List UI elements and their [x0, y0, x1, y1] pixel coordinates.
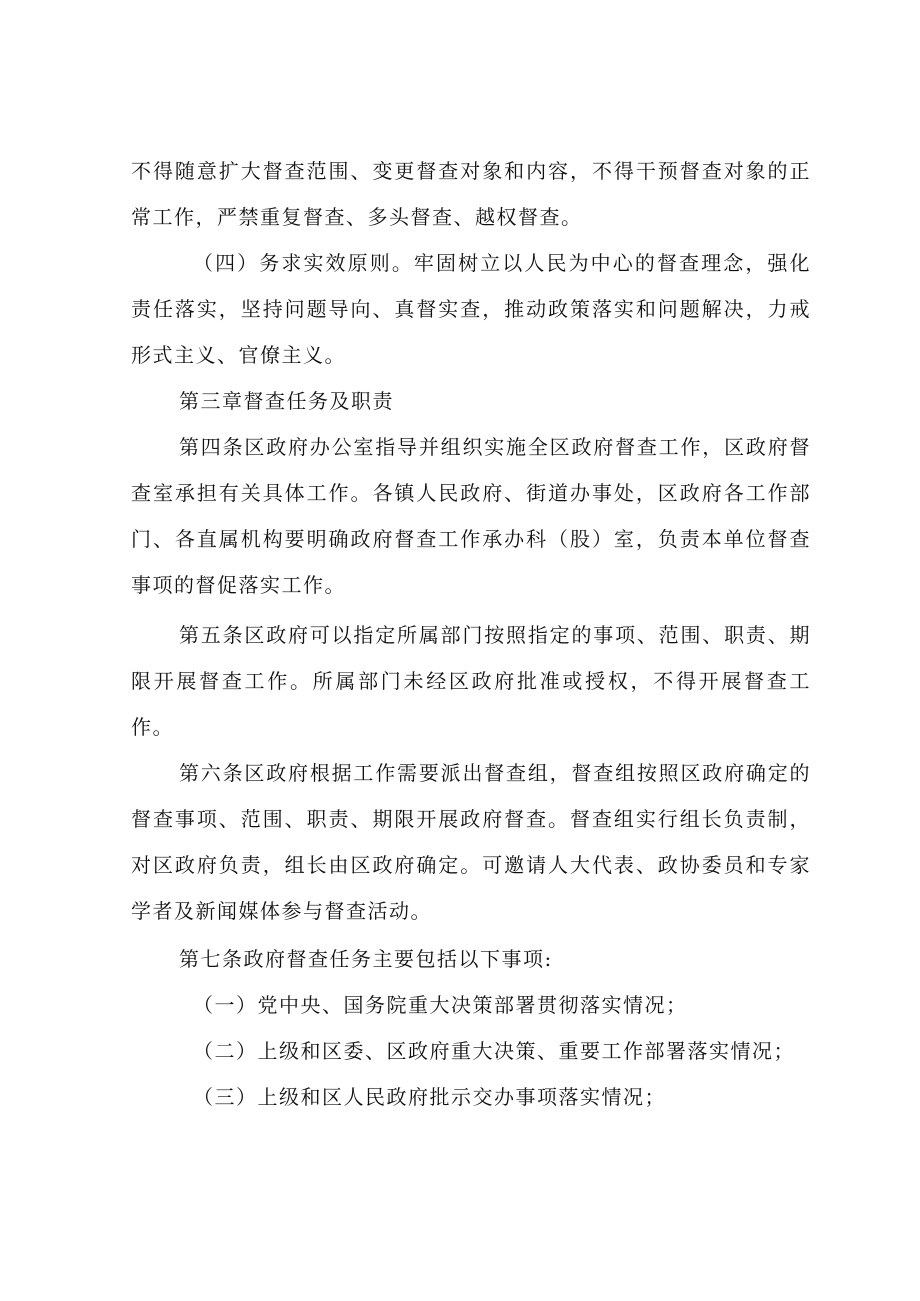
list-item-one: （一）党中央、国务院重大决策部署贯彻落实情况； [193, 993, 688, 1017]
paragraph-principle-four: （四）务求实效原则。牢固树立以人民为中心的督查理念，强化责任落实，坚持问题导向、真督实查，推动政策落实和问题解决，力戒形式主义、官僚主义。 [131, 251, 811, 367]
list-item-two: （二）上级和区委、区政府重大决策、重要工作部署落实情况； [193, 1039, 795, 1063]
paragraph-continuation-scope: 不得随意扩大督查范围、变更督查对象和内容，不得干预督查对象的正常工作，严禁重复督查、多头督查、越权督查。 [131, 159, 811, 229]
article-five: 第五条区政府可以指定所属部门按照指定的事项、范围、职责、期限开展督查工作。所属部门未经区政府批准或授权，不得开展督查工作。 [131, 623, 811, 739]
article-six: 第六条区政府根据工作需要派出督查组，督查组按照区政府确定的督查事项、范围、职责、期限开展政府督查。督查组实行组长负责制，对区政府负责，组长由区政府确定。可邀请人大代表、政协委员和专家学者及新闻媒体参与督查活动。 [131, 761, 811, 923]
chapter-three-heading: 第三章督查任务及职责 [179, 389, 394, 413]
list-item-three: （三）上级和区人民政府批示交办事项落实情况； [193, 1085, 666, 1109]
article-seven: 第七条政府督查任务主要包括以下事项: [179, 947, 553, 971]
article-four: 第四条区政府办公室指导并组织实施全区政府督查工作，区政府督查室承担有关具体工作。各镇人民政府、街道办事处，区政府各工作部门、各直属机构要明确政府督查工作承办科（股）室，负责本单位督查事项的督促落实工作。 [131, 435, 811, 597]
